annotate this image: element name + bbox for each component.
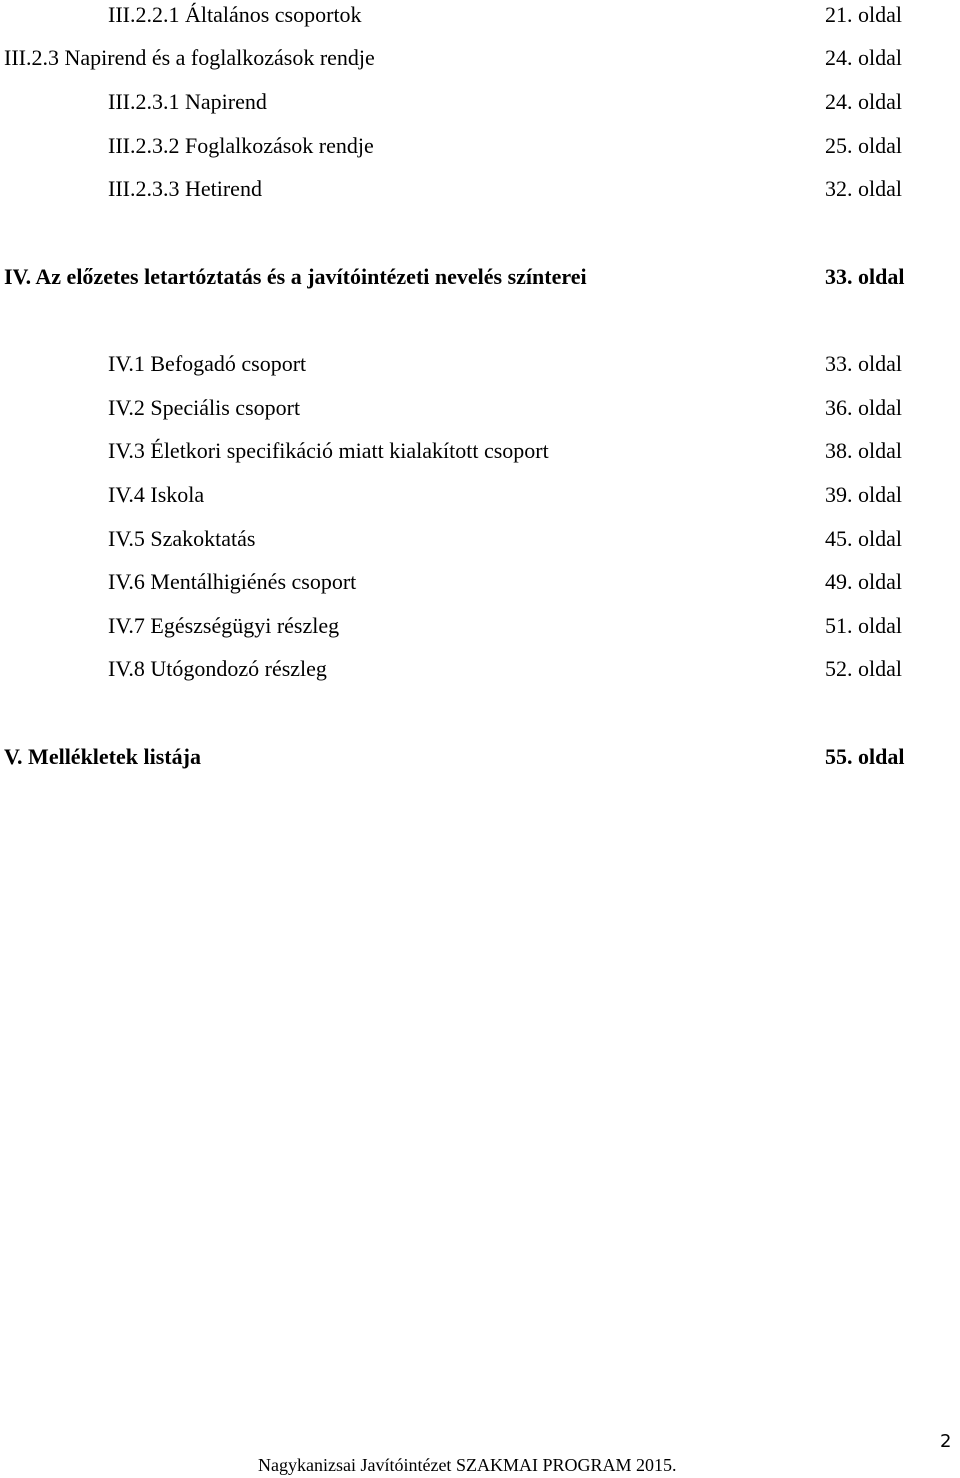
toc-entry[interactable]: [0, 0, 960, 30]
toc-entry-page: 32. oldal: [825, 176, 902, 201]
toc-entry-page: 24. oldal: [825, 89, 902, 114]
toc-chapter-entry[interactable]: [0, 262, 960, 292]
toc-entry[interactable]: [0, 87, 960, 117]
toc-entry[interactable]: [0, 480, 960, 510]
toc-entry-page: 39. oldal: [825, 482, 902, 507]
toc-entry-page: 55. oldal: [825, 744, 905, 769]
toc-entry-page: 24. oldal: [825, 45, 902, 70]
toc-entry[interactable]: [0, 174, 960, 204]
toc-entry[interactable]: [0, 611, 960, 641]
toc-entry-title: IV.2 Speciális csoport: [108, 395, 301, 420]
toc-entry-title: III.2.3.3 Hetirend: [108, 176, 262, 201]
toc-entry-title: IV.8 Utógondozó részleg: [108, 656, 327, 681]
footer-program: SZAKMAI PROGRAM 2015.: [455, 1455, 677, 1475]
toc-entry[interactable]: [0, 654, 960, 684]
toc-entry-title: IV.1 Befogadó csoport: [108, 351, 307, 376]
toc-entry[interactable]: [0, 393, 960, 423]
toc-entry-page: 38. oldal: [825, 438, 902, 463]
toc-entry-title: III.2.3.1 Napirend: [108, 89, 267, 114]
page-footer: [258, 1453, 676, 1477]
toc-entry-page: 51. oldal: [825, 613, 902, 638]
toc-entry-title: V. Mellékletek listája: [4, 744, 201, 769]
toc-entry-page: 25. oldal: [825, 133, 902, 158]
toc-entry-title: III.2.3 Napirend és a foglalkozások rendje: [4, 45, 375, 70]
toc-entry-page: 33. oldal: [825, 264, 905, 289]
toc-entry-page: 45. oldal: [825, 526, 902, 551]
toc-entry-title: IV.3 Életkori specifikáció miatt kialakított csoport: [108, 438, 549, 463]
toc-entry-title: IV.4 Iskola: [108, 482, 205, 507]
toc-entry-page: 36. oldal: [825, 395, 902, 420]
toc-entry-title: IV.6 Mentálhigiénés csoport: [108, 569, 357, 594]
page-number: 2: [940, 1431, 952, 1452]
toc-entry[interactable]: [0, 349, 960, 379]
toc-entry-title: IV.5 Szakoktatás: [108, 526, 256, 551]
toc-entry[interactable]: [0, 436, 960, 466]
toc-entry-page: 49. oldal: [825, 569, 902, 594]
toc-chapter-entry[interactable]: [0, 742, 960, 772]
toc-entry-title: III.2.2.1 Általános csoportok: [108, 2, 362, 27]
footer-institution: Nagykanizsai Javítóintézet: [258, 1455, 452, 1475]
toc-entry-page: 33. oldal: [825, 351, 902, 376]
toc-entry-page: 21. oldal: [825, 2, 902, 27]
toc-entry-title: IV.7 Egészségügyi részleg: [108, 613, 340, 638]
toc-entry[interactable]: [0, 567, 960, 597]
toc-entry-title: IV. Az előzetes letartóztatás és a javítóintézeti nevelés színterei: [4, 264, 587, 289]
toc-entry-title: III.2.3.2 Foglalkozások rendje: [108, 133, 374, 158]
toc-entry[interactable]: [0, 43, 960, 73]
toc-entry[interactable]: [0, 524, 960, 554]
toc-entry-page: 52. oldal: [825, 656, 902, 681]
toc-entry[interactable]: [0, 131, 960, 161]
